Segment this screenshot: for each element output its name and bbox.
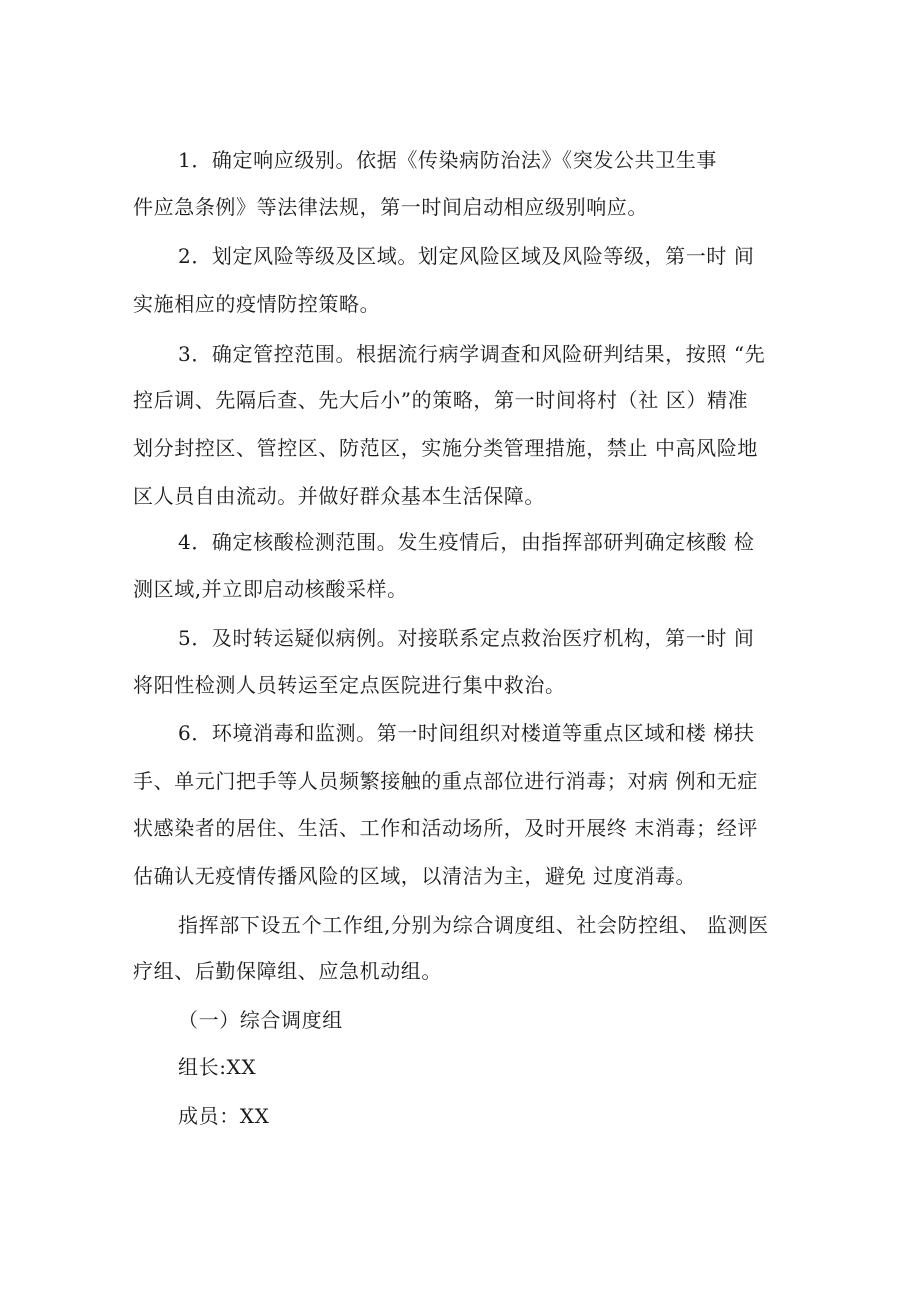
- section-heading: （一）综合调度组: [178, 1008, 343, 1032]
- paragraph-4-line-1: 4．确定核酸检测范围。发生疫情后，由指挥部研判确定核酸 检: [178, 530, 755, 554]
- paragraph-3-line-4: 区人员自由流动。并做好群众基本生活保障。: [133, 484, 545, 508]
- paragraph-6-line-2: 手、单元门把手等人员频繁接触的重点部位进行消毒；对病 例和无症: [133, 769, 758, 793]
- paragraph-7-line-2: 疗组、后勤保障组、应急机动组。: [133, 959, 442, 983]
- paragraph-5-line-2: 将阳性检测人员转运至定点医院进行集中救治。: [133, 673, 566, 697]
- members-line: 成员：XX: [178, 1104, 270, 1128]
- paragraph-1-line-2: 件应急条例》等法律法规，第一时间启动相应级别响应。: [133, 195, 648, 219]
- paragraph-7-line-1: 指挥部下设五个工作组,分别为综合调度组、社会防控组、 监测医: [178, 913, 769, 937]
- paragraph-1-line-1: 1．确定响应级别。依据《传染病防治法》《突发公共卫生事: [178, 148, 717, 172]
- paragraph-2-line-1: 2．划定风险等级及区域。划定风险区域及风险等级，第一时 间: [178, 244, 755, 268]
- paragraph-2-line-2: 实施相应的疫情防控策略。: [133, 292, 381, 316]
- leader-line: 组长:XX: [178, 1055, 257, 1079]
- paragraph-6-line-4: 估确认无疫情传播风险的区域，以清洁为主，避免 过度消毒。: [133, 864, 697, 888]
- paragraph-4-line-2: 测区域,并立即启动核酸采样。: [133, 577, 408, 601]
- paragraph-6-line-3: 状感染者的居住、生活、工作和活动场所，及时开展终 末消毒；经评: [133, 816, 758, 840]
- paragraph-6-line-1: 6．环境消毒和监测。第一时间组织对楼道等重点区域和楼 梯扶: [178, 721, 755, 745]
- paragraph-3-line-3: 划分封控区、管控区、防范区，实施分类管理措施，禁止 中高风险地: [133, 436, 758, 460]
- paragraph-3-line-1: 3．确定管控范围。根据流行病学调查和风险研判结果，按照 “先: [178, 342, 766, 366]
- paragraph-3-line-2: 控后调、先隔后查、先大后小”的策略，第一时间将村（社 区）精准: [133, 388, 749, 412]
- paragraph-5-line-1: 5．及时转运疑似病例。对接联系定点救治医疗机构，第一时 间: [178, 626, 755, 650]
